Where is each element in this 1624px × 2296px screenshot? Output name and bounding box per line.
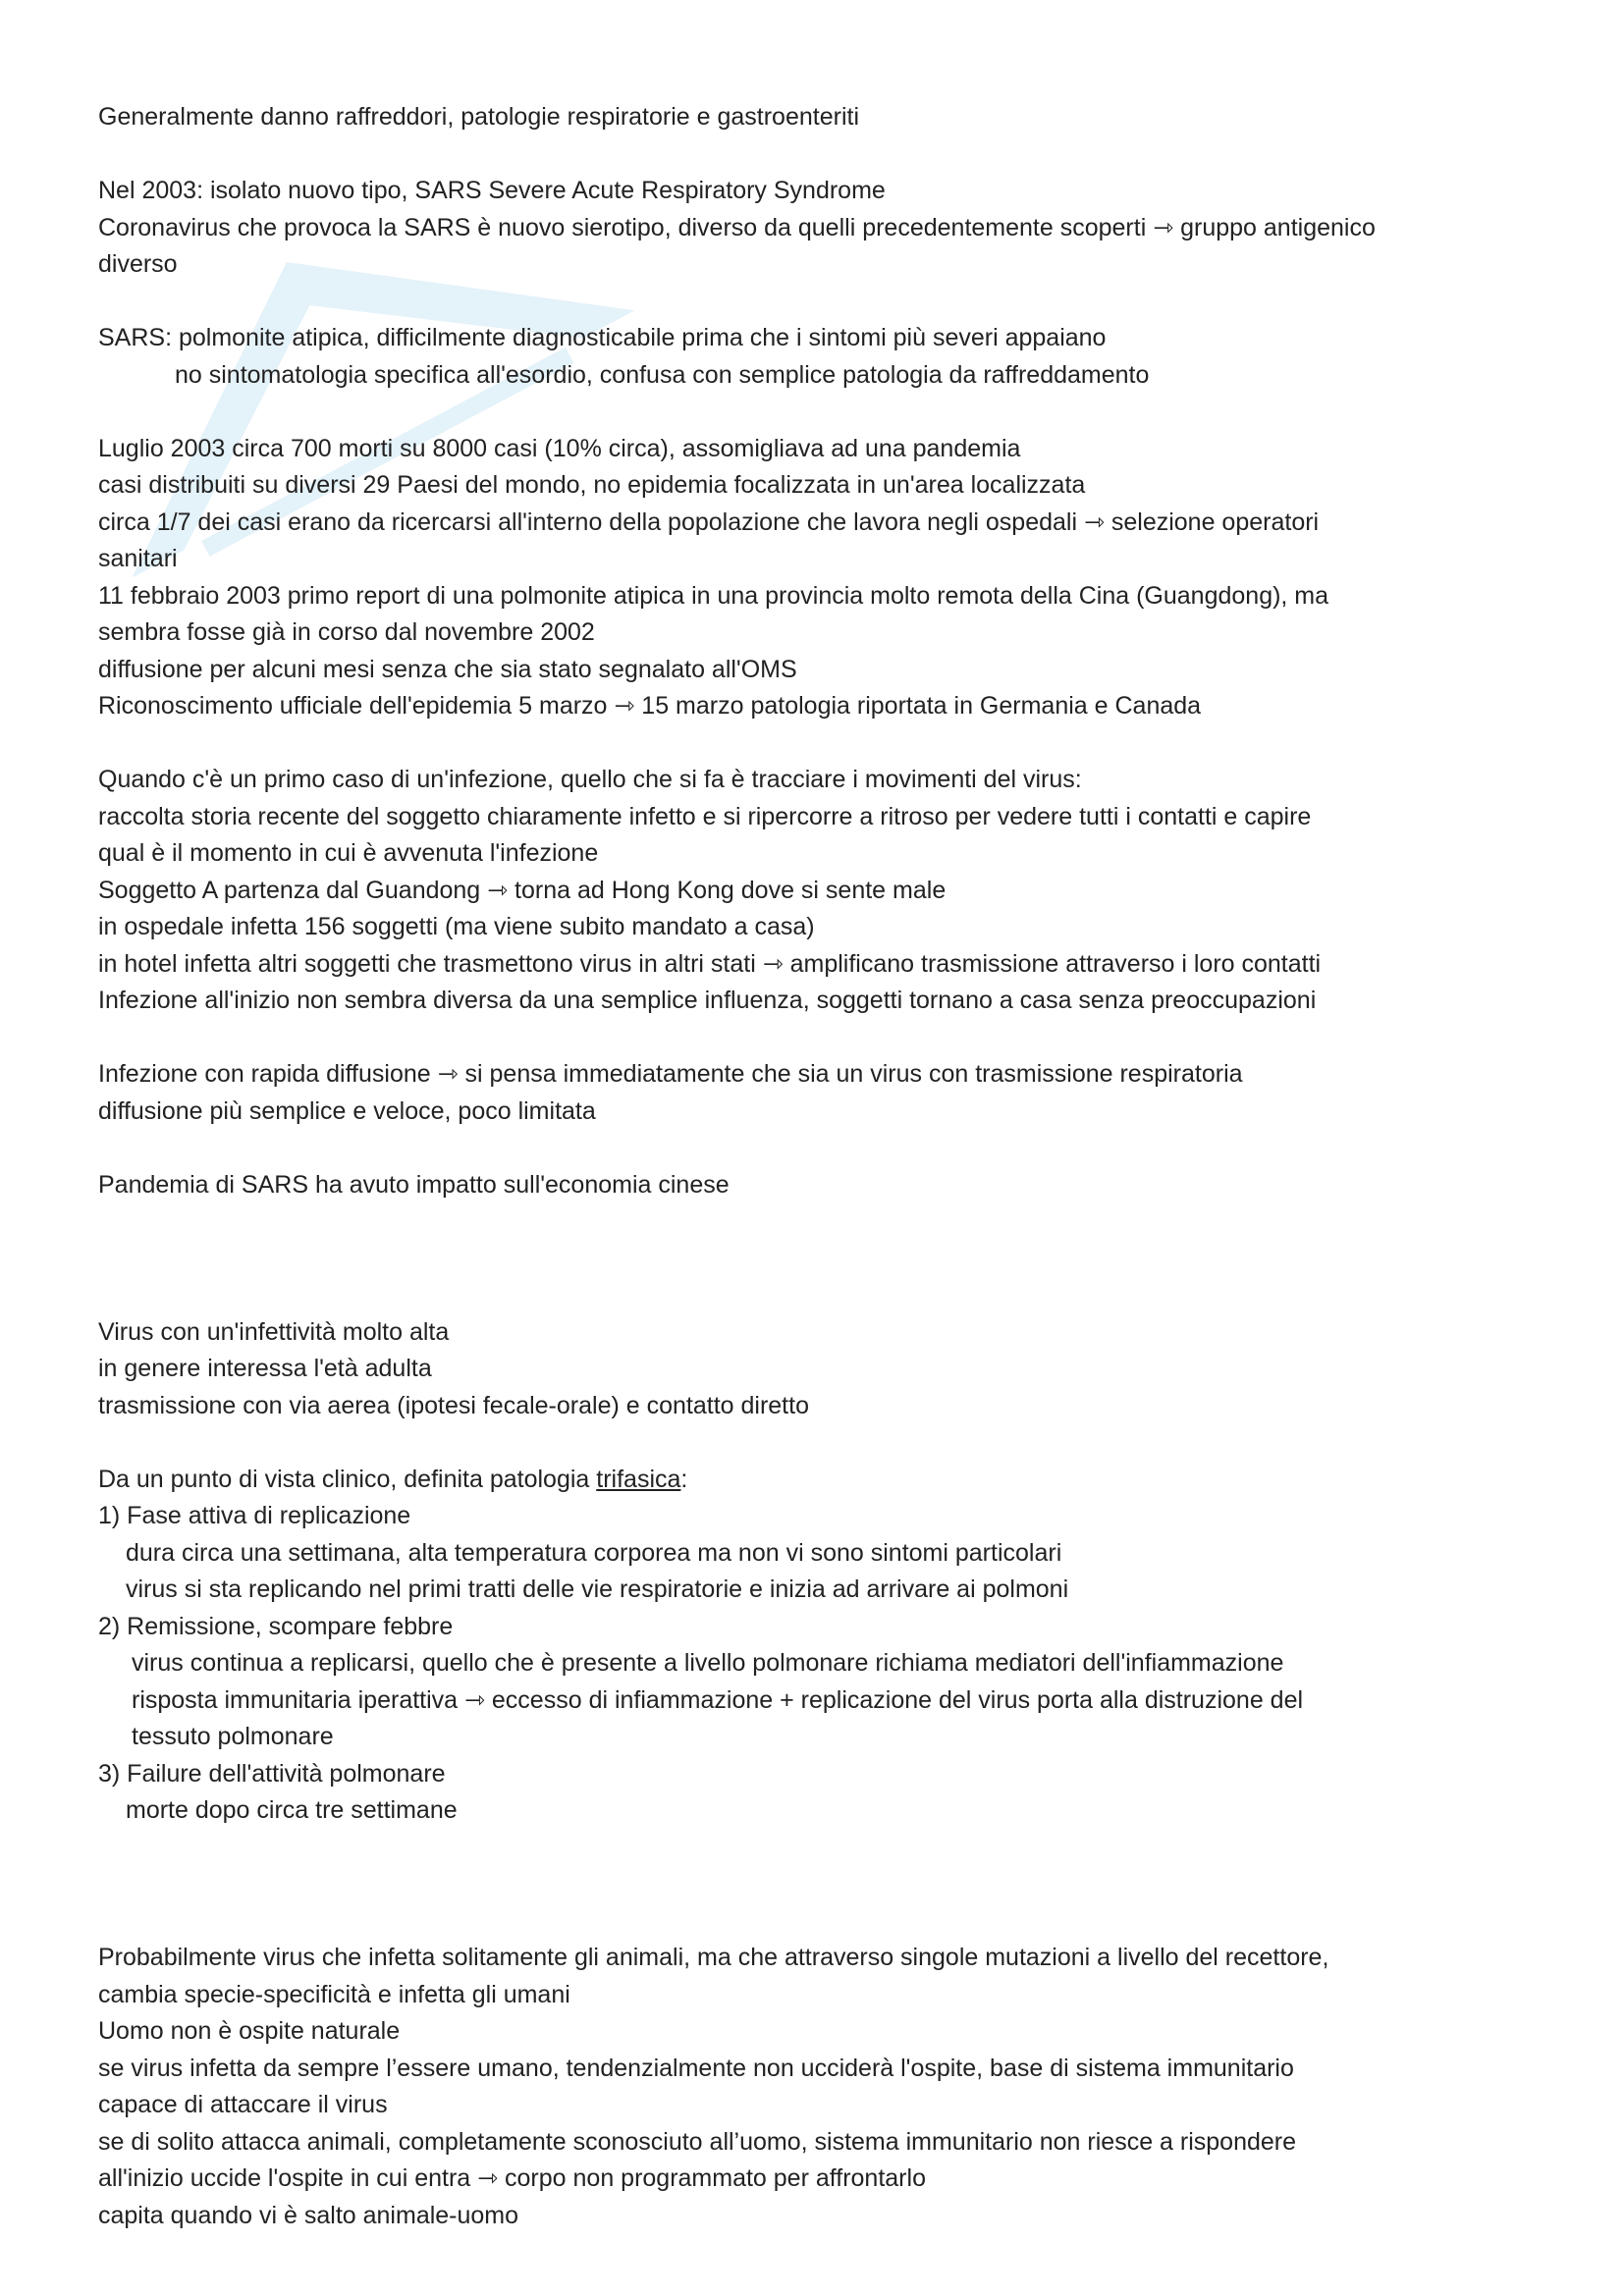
blank-line (98, 1241, 1551, 1278)
text-line-1: Generalmente danno raffreddori, patologie respiratorie e gastroenteriti (98, 103, 859, 131)
text-line-34: Virus con un'infettività molto alta (98, 1317, 450, 1346)
text-line-36: trasmissione con via aerea (ipotesi fecale-orale) e contatto diretto (98, 1391, 809, 1419)
text-line-7: SARS: polmonite atipica, difficilmente diagnosticabile prima che i sintomi più severi appaiano (98, 324, 1107, 351)
blank-line (98, 136, 1551, 174)
phase-2-detail-1: virus continua a replicarsi, quello che è presente a livello polmonare richiama mediatori dell'infiammazione (132, 1649, 1284, 1677)
phase-1-detail-1: dura circa una settimana, alta temperatura corporea ma non vi sono sintomi particolari (126, 1538, 1062, 1567)
text-line-16: diffusione per alcuni mesi senza che sia stato segnalato all'OMS (98, 655, 797, 683)
text-line-12: circa 1/7 dei casi erano da ricercarsi all'interno della popolazione che lavora negli ospedali ⇾ selezione operatori (98, 507, 1320, 536)
text-line-3: Nel 2003: isolato nuovo tipo, SARS Severe Acute Respiratory Syndrome (98, 177, 886, 204)
blank-line (98, 1830, 1551, 1867)
phase-3-detail-1: morte dopo circa tre settimane (126, 1796, 458, 1824)
text-line-27: Infezione con rapida diffusione ⇾ si pensa immediatamente che sia un virus con trasmissione respiratoria (98, 1060, 1243, 1088)
text-line-17: Riconoscimento ufficiale dell'epidemia 5 marzo ⇾ 15 marzo patologia riportata in Germania e Canada (98, 692, 1202, 720)
blank-line (98, 725, 1551, 763)
text-line-19: Quando c'è un primo caso di un'infezione, quello che si fa è tracciare i movimenti del virus: (98, 766, 1082, 793)
text-line-57: all'inizio uccide l'ospite in cui entra ⇾ corpo non programmato per affrontarlo (98, 2164, 926, 2192)
text-line-56: se di solito attacca animali, completamente sconosciuto all’uomo, sistema immunitario non riesce a rispondere (98, 2127, 1297, 2156)
text-line-8: no sintomatologia specifica all'esordio, confusa con semplice patologia da raffreddamento (175, 360, 1150, 389)
text-line-38 (98, 1462, 1551, 1499)
text-line-54: se virus infetta da sempre l’essere umano, tendenzialmente non ucciderà l'ospite, base di sistema immunitario (98, 2054, 1294, 2082)
phase-2-detail-3: tessuto polmonare (132, 1723, 334, 1750)
blank-line (98, 1903, 1551, 1941)
text-line-15: sembra fosse già in corso dal novembre 2002 (98, 618, 595, 646)
blank-line (98, 394, 1551, 431)
document-body (98, 99, 1551, 2234)
phase-2-detail-2: risposta immunitaria iperattiva ⇾ eccesso di infiammazione + replicazione del virus porta alla distruzione del (132, 1685, 1304, 1714)
text-line-13: sanitari (98, 545, 178, 572)
text-line-4: Coronavirus che provoca la SARS è nuovo sierotipo, diverso da quelli precedentemente scoperti ⇾ gruppo antigenico (98, 213, 1376, 241)
text-line-10: Luglio 2003 circa 700 morti su 8000 casi (10% circa), assomigliava ad una pandemia (98, 434, 1021, 462)
text-line-21: qual è il momento in cui è avvenuta l'infezione (98, 839, 599, 867)
text-line-52: cambia specie-specificità e infetta gli umani (98, 1980, 570, 2008)
text-line-25: Infezione all'inizio non sembra diversa da una semplice influenza, soggetti tornano a casa senza preoccupazioni (98, 987, 1317, 1014)
text-line-55: capace di attaccare il virus (98, 2091, 388, 2118)
text-line-51: Probabilmente virus che infetta solitamente gli animali, ma che attraverso singole mutazioni a livello del recettore, (98, 1944, 1329, 1971)
text-line-38-lead: Da un punto di vista clinico, definita patologia (98, 1465, 597, 1493)
text-line-53: Uomo non è ospite naturale (98, 2017, 401, 2045)
blank-line (98, 1866, 1551, 1903)
phase-2-heading: 2) Remissione, scompare febbre (98, 1612, 454, 1640)
phase-1-detail-2: virus si sta replicando nel primi tratti delle vie respiratorie e inizia ad arrivare ai polmoni (126, 1575, 1069, 1603)
text-line-58: capita quando vi è salto animale-uomo (98, 2201, 519, 2229)
trifasica-colon: : (680, 1465, 688, 1493)
text-line-35: in genere interessa l'età adulta (98, 1355, 432, 1382)
blank-line (98, 1130, 1551, 1167)
text-line-20: raccolta storia recente del soggetto chiaramente infetto e si ripercorre a ritroso per vedere tutti i contatti e capire (98, 802, 1312, 830)
text-line-22: Soggetto A partenza dal Guandong ⇾ torna ad Hong Kong dove si sente male (98, 876, 947, 904)
trifasica-underlined: trifasica (596, 1465, 681, 1493)
text-line-23: in ospedale infetta 156 soggetti (ma viene subito mandato a casa) (98, 913, 815, 940)
text-line-24: in hotel infetta altri soggetti che trasmettono virus in altri stati ⇾ amplificano trasmissione attraverso i loro contatti (98, 949, 1322, 978)
phase-1-heading: 1) Fase attiva di replicazione (98, 1502, 411, 1529)
blank-line (98, 1203, 1551, 1241)
blank-line (98, 1277, 1551, 1314)
blank-line (98, 1424, 1551, 1462)
text-line-28: diffusione più semplice e veloce, poco limitata (98, 1096, 596, 1125)
text-line-14: 11 febbraio 2003 primo report di una polmonite atipica in una provincia molto remota della Cina (Guangdong), ma (98, 581, 1329, 610)
text-line-11: casi distribuiti su diversi 29 Paesi del mondo, no epidemia focalizzata in un'area localizzata (98, 471, 1086, 499)
text-line-5: diverso (98, 250, 178, 278)
blank-line (98, 1020, 1551, 1057)
phase-3-heading: 3) Failure dell'attività polmonare (98, 1759, 446, 1788)
blank-line (98, 284, 1551, 321)
text-line-30: Pandemia di SARS ha avuto impatto sull'economia cinese (98, 1170, 730, 1199)
